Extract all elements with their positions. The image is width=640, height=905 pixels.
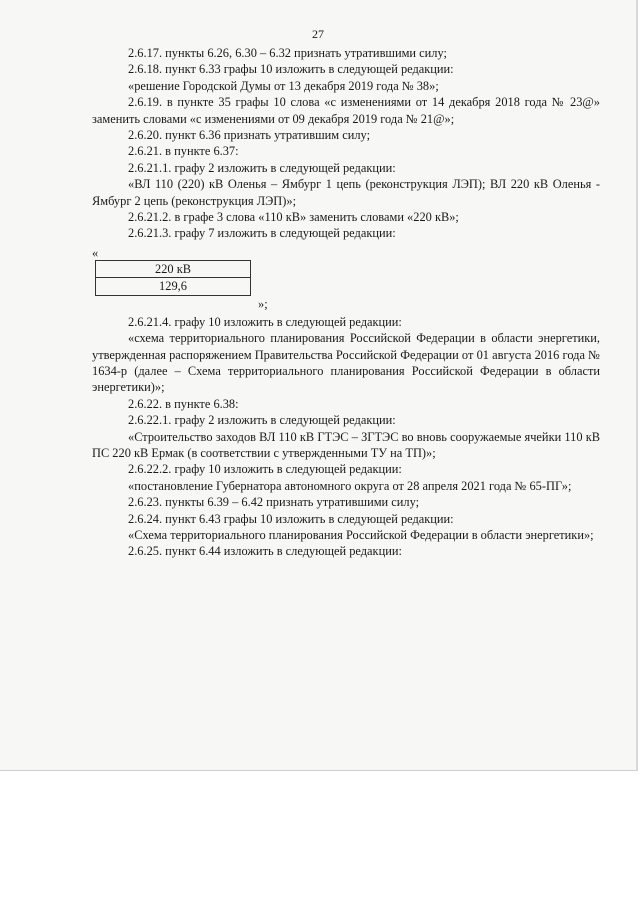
paragraph-2-6-22-1: 2.6.22.1. графу 2 изложить в следующей редакции: [128, 413, 396, 428]
paragraph-2-6-18: 2.6.18. пункт 6.33 графы 10 изложить в следующей редакции: [128, 62, 454, 77]
paragraph-2-6-20: 2.6.20. пункт 6.36 признать утратившим силу; [128, 128, 371, 143]
paragraph-quote-construction: «Строительство заходов ВЛ 110 кВ ГТЭС – ЗГТЭС во вновь сооружаемые ячейки 110 кВ ПС 220 кВ Ермак (в соответствии с утвержденными ТУ на ТП)»; [92, 429, 600, 460]
paragraph-2-6-23: 2.6.23. пункты 6.39 – 6.42 признать утратившими силу; [128, 495, 420, 510]
table-cell-voltage: 220 кВ [96, 260, 251, 277]
closing-quote-mark: »; [258, 296, 268, 311]
table-cell-length: 129,6 [96, 278, 251, 295]
paragraph-quote-scheme-short: «Схема территориального планирования Российской Федерации в области энергетики»; [128, 527, 594, 542]
paragraph-2-6-19: 2.6.19. в пункте 35 графы 10 слова «с изменениями от 14 декабря 2018 года № 23@» заменить словами «с изменениями от 09 декабря 2019 года № 21@»; [92, 95, 600, 126]
column-7-table [95, 260, 251, 296]
page-number: 27 [312, 27, 324, 41]
table-row [96, 260, 251, 277]
paragraph-2-6-21: 2.6.21. в пункте 6.37: [128, 144, 239, 159]
paragraph-2-6-22: 2.6.22. в пункте 6.38: [128, 396, 239, 411]
document-body [92, 45, 600, 560]
paragraph-quote-decision: «решение Городской Думы от 13 декабря 2019 года № 38»; [128, 78, 439, 93]
paragraph-2-6-21-3: 2.6.21.3. графу 7 изложить в следующей редакции: [128, 226, 396, 241]
paragraph-2-6-21-2: 2.6.21.2. в графе 3 слова «110 кВ» заменить словами «220 кВ»; [128, 210, 459, 225]
paragraph-2-6-17: 2.6.17. пункты 6.26, 6.30 – 6.32 признать утратившими силу; [128, 46, 447, 60]
paragraph-2-6-21-1: 2.6.21.1. графу 2 изложить в следующей редакции: [128, 160, 396, 175]
paragraph-2-6-24: 2.6.24. пункт 6.43 графы 10 изложить в следующей редакции: [128, 511, 454, 526]
paragraph-quote-governor: «постановление Губернатора автономного округа от 28 апреля 2021 года № 65-ПГ»; [128, 478, 572, 493]
paragraph-2-6-25: 2.6.25. пункт 6.44 изложить в следующей редакции: [128, 544, 402, 559]
opening-quote-mark: « [92, 245, 99, 260]
paragraph-2-6-21-4: 2.6.21.4. графу 10 изложить в следующей редакции: [128, 314, 402, 329]
table-row [96, 278, 251, 295]
paragraph-quote-power-lines: «ВЛ 110 (220) кВ Оленья – Ямбург 1 цепь (реконструкция ЛЭП); ВЛ 220 кВ Оленья - Ямбург 2 цепь (реконструкция ЛЭП)»; [92, 177, 600, 208]
paragraph-2-6-22-2: 2.6.22.2. графу 10 изложить в следующей редакции: [128, 462, 402, 477]
paragraph-quote-scheme: «схема территориального планирования Российской Федерации в области энергетики, утвержденная распоряжением Правительства Российской Федерации от 01 августа 2016 года № 1634-р (далее – Схема территориального планирования Российской Федерации в области энергетики)»; [92, 331, 600, 395]
